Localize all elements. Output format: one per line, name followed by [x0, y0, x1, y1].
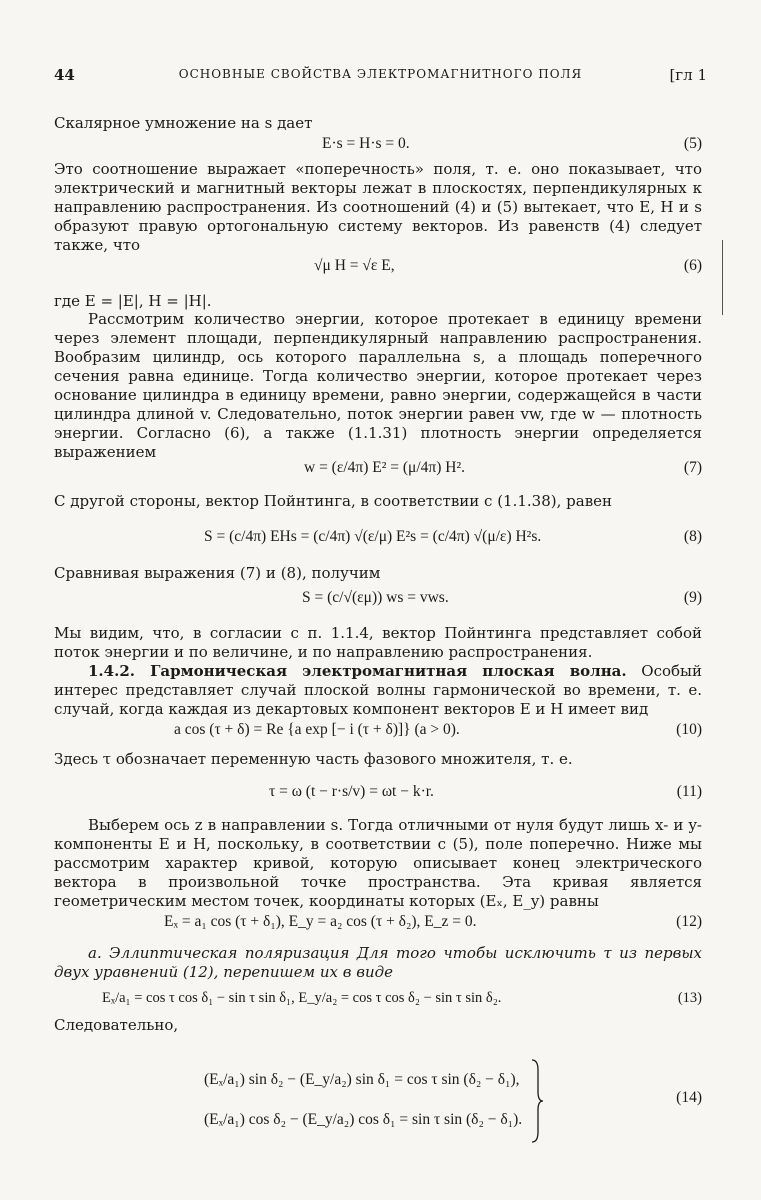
right-brace	[530, 1058, 544, 1144]
section-title: 1.4.2. Гармоническая электромагнитная плоская волна.	[88, 662, 627, 680]
paragraph-9: Здесь τ обозначает переменную часть фазового множителя, т. е.	[54, 750, 573, 768]
chapter-label: [гл 1	[669, 66, 707, 84]
equation-13-formula: Eₓ/a₁ = cos τ cos δ₁ − sin τ sin δ₁, E_y/a₂ = cos τ cos δ₂ − sin τ sin δ₂.	[102, 990, 502, 1006]
equation-12-formula: Eₓ = a₁ cos (τ + δ₁), E_y = a₂ cos (τ + δ₂), E_z = 0.	[164, 913, 477, 930]
equation-12-number: (12)	[676, 913, 702, 930]
equation-7-formula: w = (ε/4π) E² = (μ/4π) H².	[304, 459, 465, 476]
equation-5-formula: E·s = H·s = 0.	[322, 135, 410, 152]
equation-11-number: (11)	[676, 783, 702, 800]
equation-7-number: (7)	[683, 459, 702, 476]
running-header	[54, 66, 707, 86]
equation-14	[54, 1048, 702, 1148]
paragraph-8: Особый интерес представляет случай плоской волны гармонической во времени, т. е. случай, когда каждая из декартовых компонент векторов E и H имеет вид	[54, 662, 702, 718]
paragraph-6: Сравнивая выражения (7) и (8), получим	[54, 564, 381, 582]
equation-14-number: (14)	[676, 1089, 702, 1106]
paragraph-2: Это соотношение выражает «поперечность» поля, т. е. оно показывает, что электрический и магнитный векторы лежат в плоскостях, перпендикулярных к направлению распространения. Из соотношений (4) и (5) вытекает, что E, H и s образуют правую ортогональную систему векторов. Из равенств (4) следует также, что	[54, 160, 702, 254]
margin-rule	[722, 240, 723, 315]
equation-8-formula: S = (c/4π) EHs = (c/4π) √(ε/μ) E²s = (c/4π) √(μ/ε) H²s.	[204, 528, 542, 545]
running-title: ОСНОВНЫЕ СВОЙСТВА ЭЛЕКТРОМАГНИТНОГО ПОЛЯ	[178, 67, 583, 81]
equation-13-number: (13)	[677, 990, 702, 1006]
equation-6-number: (6)	[683, 257, 702, 274]
equation-9-number: (9)	[683, 589, 702, 606]
equation-10-formula: a cos (τ + δ) = Re {a exp [− i (τ + δ)]} (a > 0).	[174, 721, 460, 738]
paragraph-1: Скалярное умножение на s дает	[54, 114, 313, 132]
equation-11-formula: τ = ω (t − r·s/v) = ωt − k·r.	[269, 783, 434, 800]
equation-14-line-2: (Eₓ/a₁) cos δ₂ − (E_y/a₂) cos δ₁ = sin τ sin (δ₂ − δ₁).	[204, 1111, 523, 1128]
paragraph-3: где E = |E|, H = |H|.	[54, 292, 212, 310]
paragraph-10: Выберем ось z в направлении s. Тогда отличными от нуля будут лишь x- и y-компоненты E и H, поскольку, в соответствии с (5), поле поперечно. Ниже мы рассмотрим характер кривой, которую описывает конец электрического вектора в произвольной точке пространства. Эта кривая является геометрическим местом точек, координаты которых (Eₓ, E_y) равны	[54, 816, 702, 910]
paragraph-12: Следовательно,	[54, 1016, 179, 1034]
equation-10-number: (10)	[676, 721, 702, 738]
paragraph-5: С другой стороны, вектор Пойнтинга, в соответствии с (1.1.38), равен	[54, 492, 613, 510]
equation-14-line-1: (Eₓ/a₁) sin δ₂ − (E_y/a₂) sin δ₁ = cos τ sin (δ₂ − δ₁),	[204, 1071, 520, 1088]
paragraph-4: Рассмотрим количество энергии, которое протекает в единицу времени через элемент площади, перпендикулярный направлению распространения. Вообразим цилиндр, ось которого параллельна s, а площадь поперечного сечения равна единице. Тогда количество энергии, которое протекает через основание цилиндра в единицу времени, равно энергии, содержащейся в части цилиндра длиной v. Следовательно, поток энергии равен vw, где w — плотность энергии. Согласно (6), а также (1.1.31) плотность энергии определяется выражением	[54, 310, 702, 461]
paragraph-7: Мы видим, что, в согласии с п. 1.1.4, вектор Пойнтинга представляет собой поток энергии и по величине, и по направлению распространения.	[54, 624, 702, 661]
paragraph-11: а. Эллиптическая поляризация Для того чтобы исключить τ из первых двух уравнений (12), перепишем их в виде	[54, 944, 702, 981]
equation-5-number: (5)	[683, 135, 702, 152]
equation-9-formula: S = (c/√(εμ)) ws = vws.	[302, 589, 449, 606]
section-1-4-2	[54, 662, 702, 719]
page-number: 44	[54, 66, 75, 84]
equation-6-formula: √μ H = √ε E,	[314, 257, 395, 274]
equation-8-number: (8)	[683, 528, 702, 545]
